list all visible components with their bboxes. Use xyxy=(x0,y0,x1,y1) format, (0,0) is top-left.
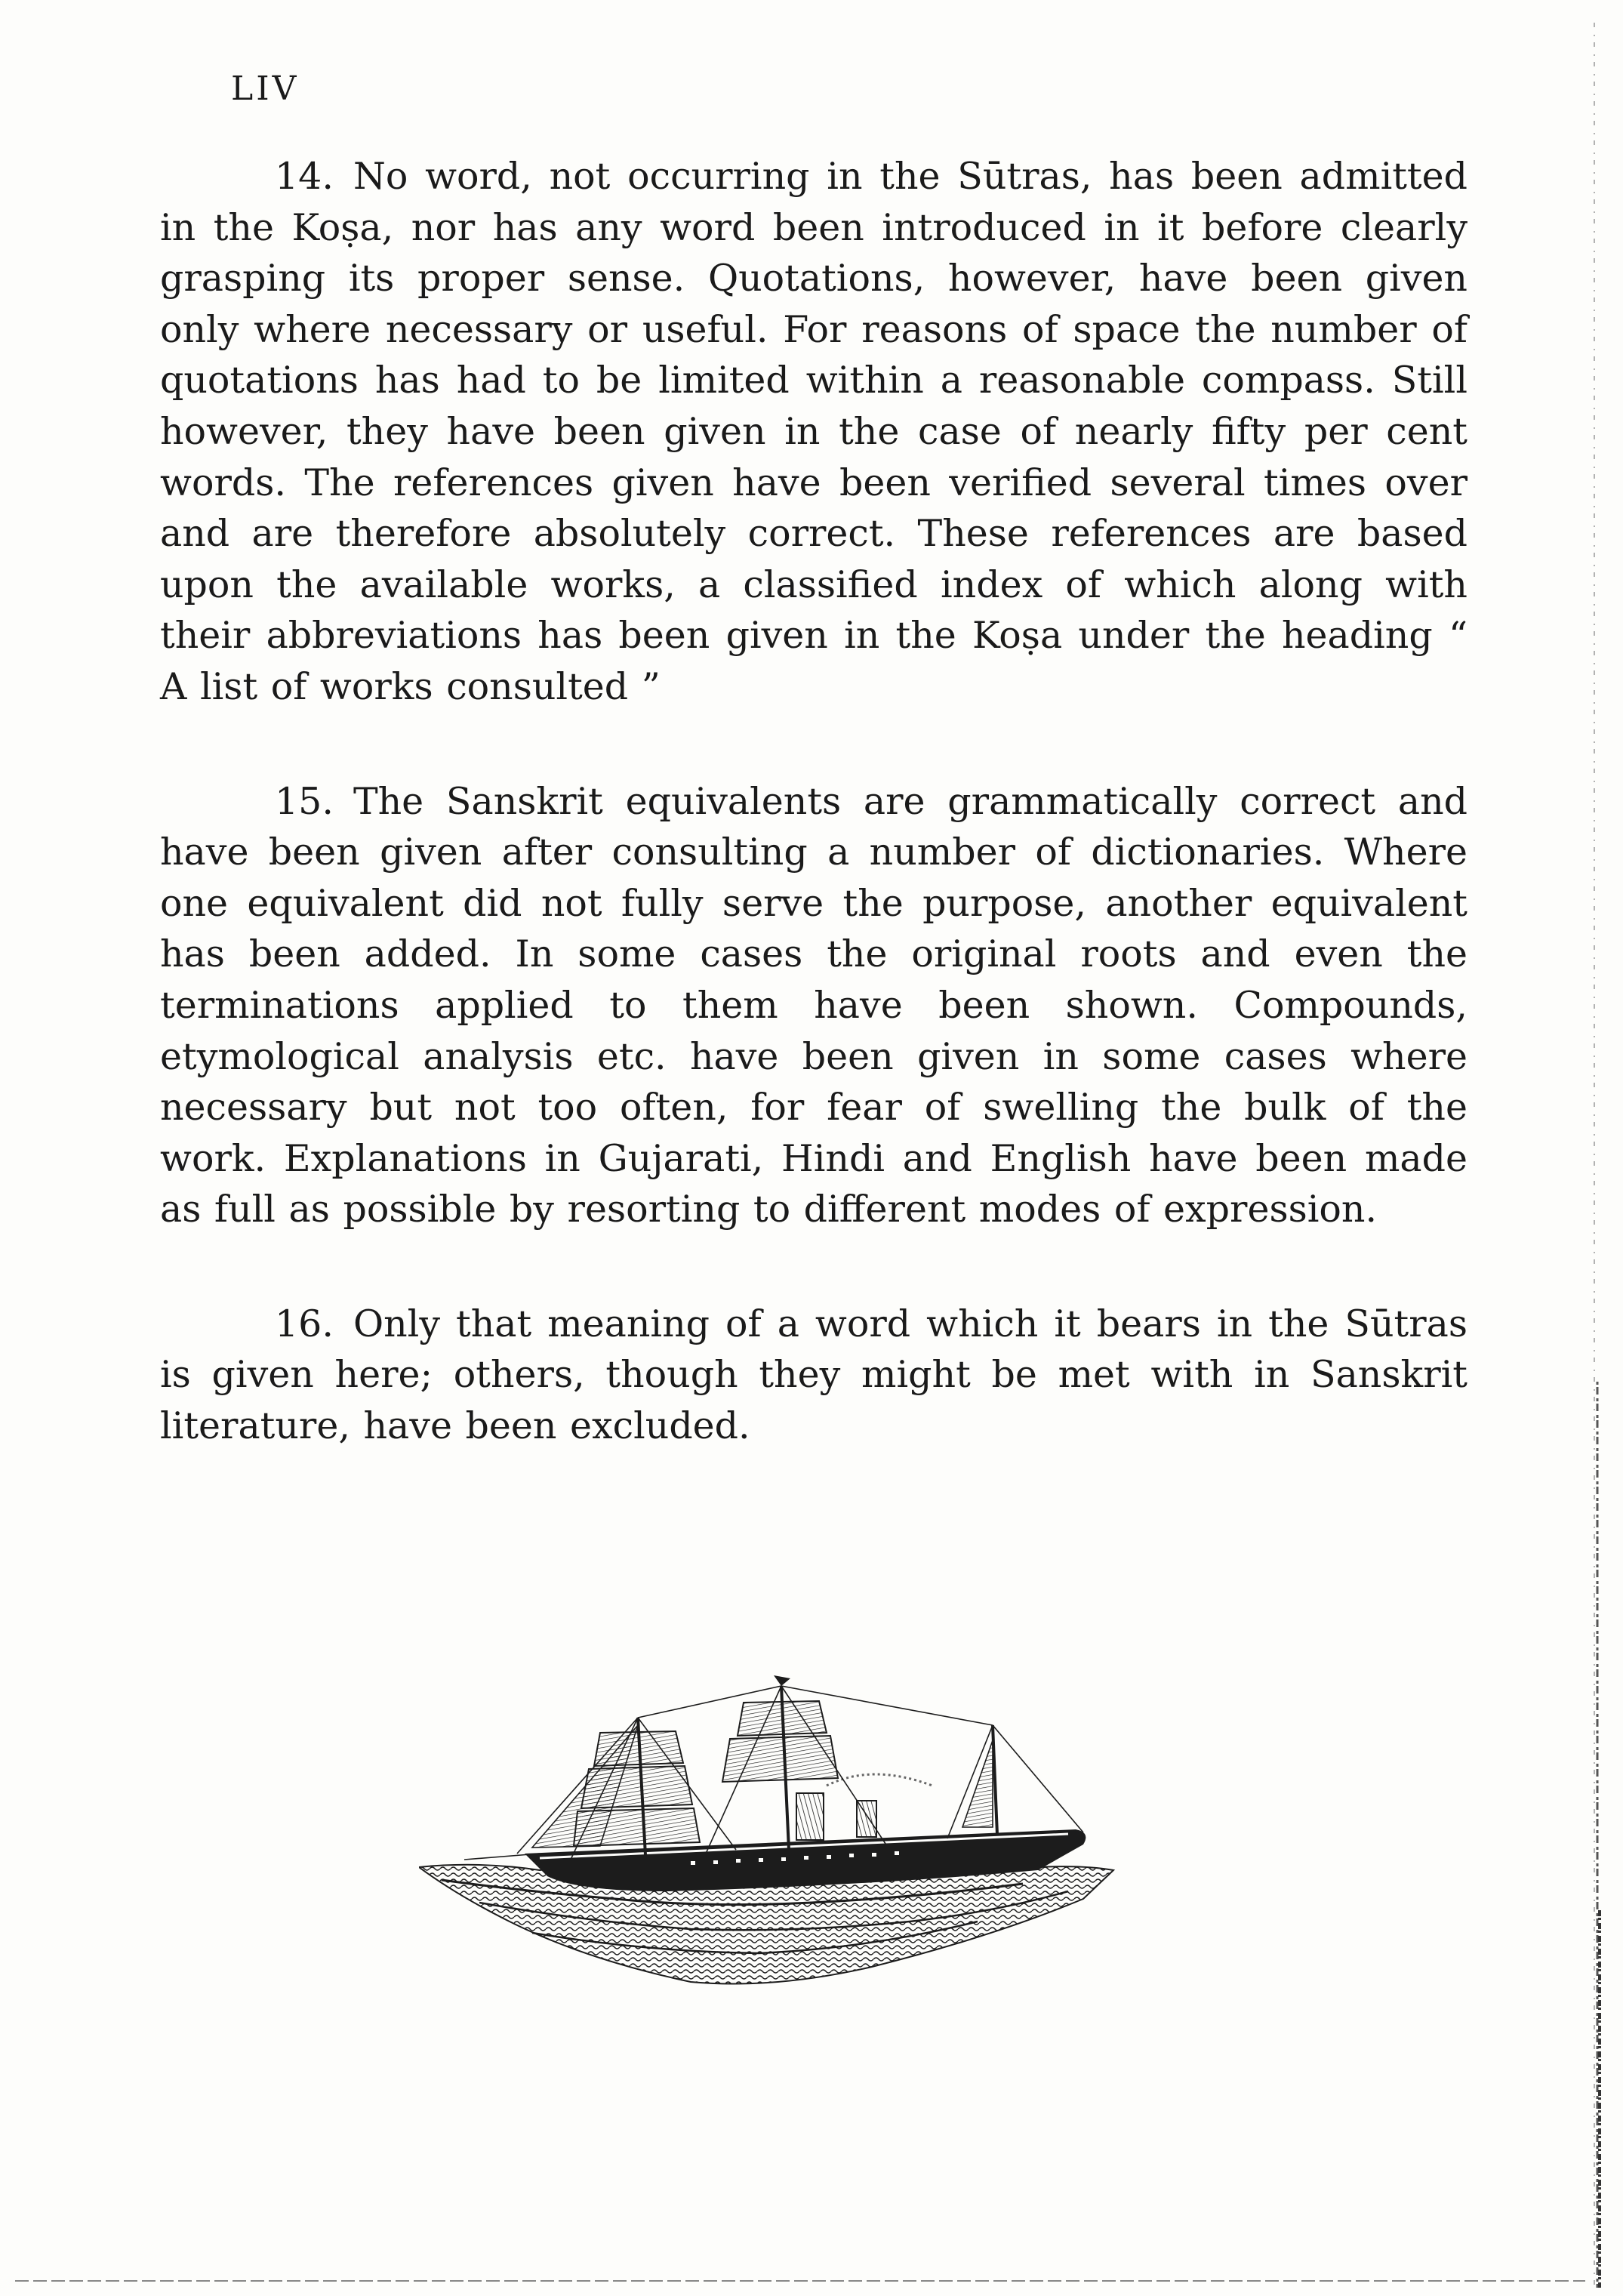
paragraph-16 xyxy=(160,1299,1467,1452)
bottom-rule xyxy=(15,2280,1585,2282)
paragraph-text: No word, not occurring in the Sūtras, has been admitted in the Koṣa, nor has any word been introduced in it before clearly grasping its proper sense. Quotations, however, have been given only where necessary or useful. For reasons of space the number of quotations has had to be limited within a reasonable compass. Still however, they have been given in the case of nearly fifty per cent words. The references given have been verified several times over and are therefore absolutely correct. These references are based upon the available works, a classified index of which along with their abbreviations has been given in the Koṣa under the heading “ A list of works consulted ” xyxy=(160,155,1467,708)
paragraph-number: 15. xyxy=(275,779,334,823)
paragraph-text: The Sanskrit equivalents are grammatically correct and have been given after consulting a number of dictionaries. Where one equivalent did not fully serve the purpose, another equivalent has been added. In some cases the original roots and even the terminations applied to them have been shown. Compounds, etymological analysis etc. have been given in some cases where necessary but not too often, for fear of swelling the bulk of the work. Explanations in Gujarati, Hindi and English have been made as full as possible by resorting to different modes of expression. xyxy=(160,779,1467,1231)
paragraph-number: 16. xyxy=(275,1302,334,1345)
scan-edge-mark xyxy=(1591,23,1602,2288)
body-text xyxy=(160,151,1467,1515)
paragraph-number: 14. xyxy=(275,155,334,198)
paragraph-15 xyxy=(160,776,1467,1235)
steamship-engraving-icon xyxy=(419,1672,1132,2001)
page-number: LIV xyxy=(231,69,300,108)
paragraph-text: Only that meaning of a word which it bears in the Sūtras is given here; others, though they might be met with in Sanskrit literature, have been excluded. xyxy=(160,1302,1467,1448)
paragraph-14 xyxy=(160,151,1467,713)
